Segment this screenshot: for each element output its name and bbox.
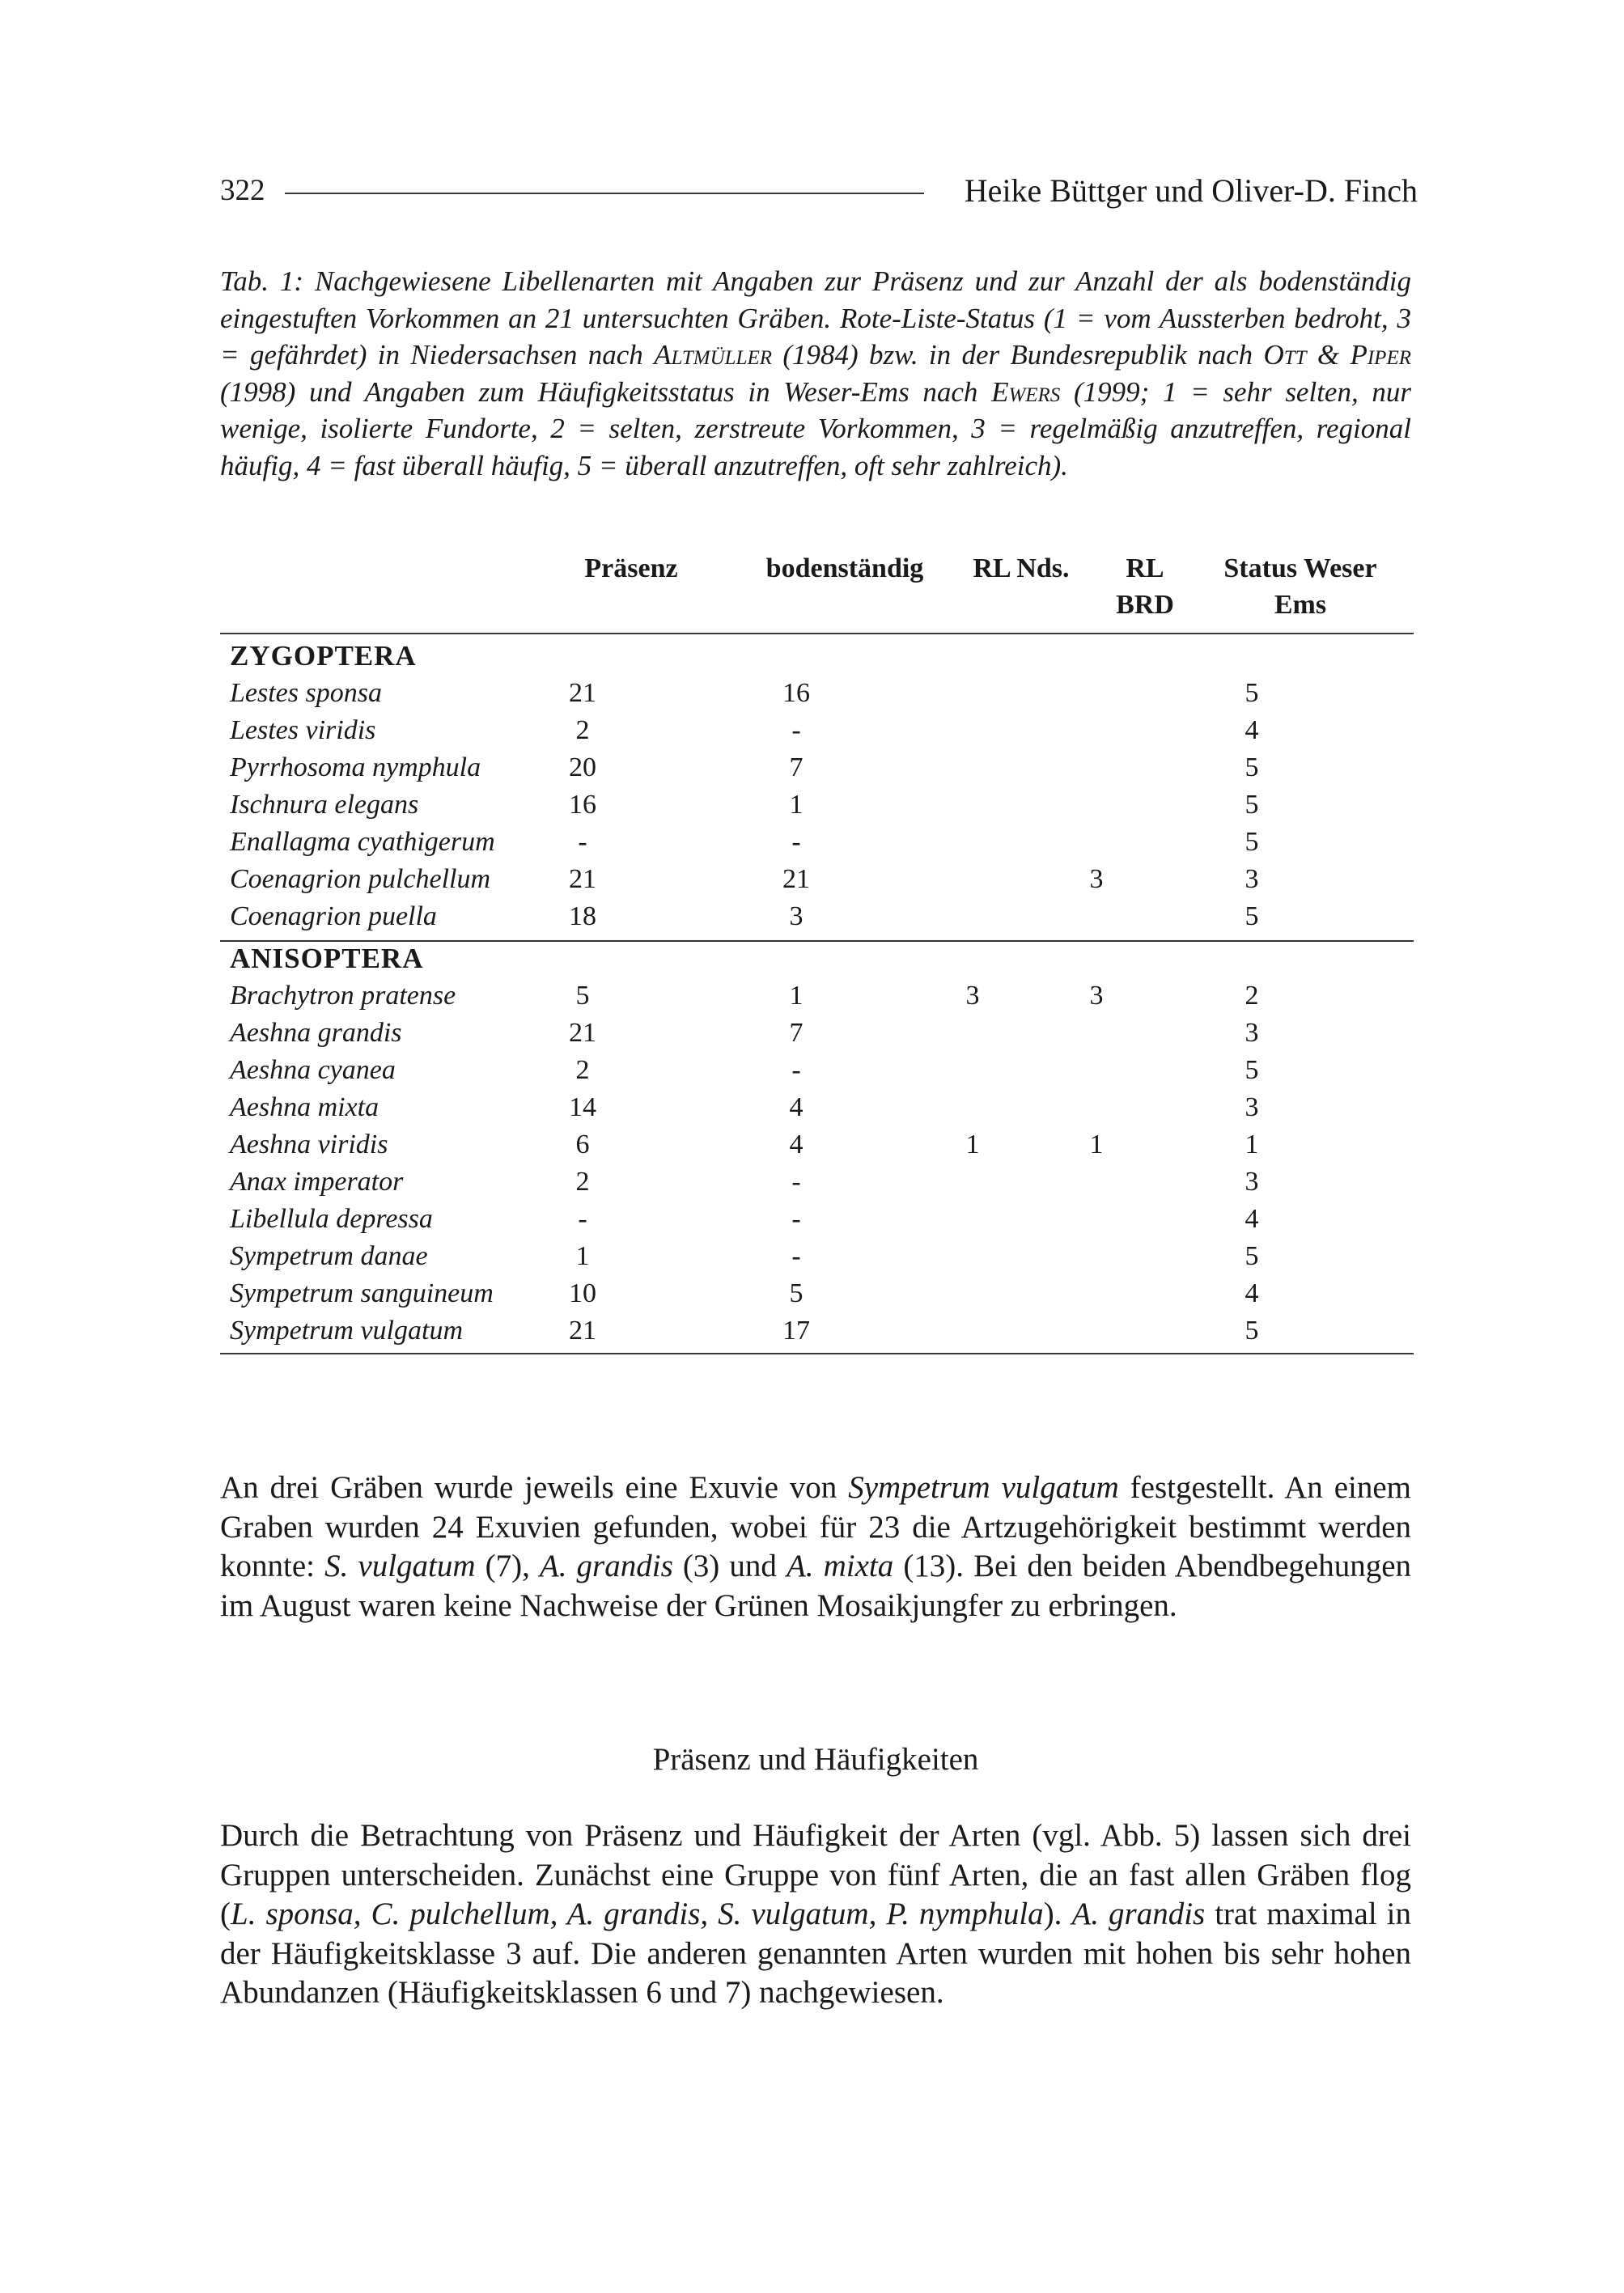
col-header-rl-nds: RL Nds. xyxy=(973,553,1070,583)
table-row xyxy=(220,1163,1414,1201)
table-row xyxy=(220,1275,1414,1312)
cell-praesenz: 21 xyxy=(569,864,596,894)
table-row xyxy=(220,898,1414,935)
header-rule xyxy=(285,193,924,194)
species-name: Pyrrhosoma nymphula xyxy=(230,752,481,782)
group-heading: ANISOPTERA xyxy=(230,943,424,974)
species-name: Aeshna cyanea xyxy=(230,1055,396,1085)
header-rule-bottom xyxy=(220,633,1414,634)
col-header-status-line2: Ems xyxy=(1274,590,1327,620)
cell-praesenz: 5 xyxy=(575,981,590,1011)
cell-praesenz: - xyxy=(578,827,587,857)
cell-bodenstaendig: 4 xyxy=(789,1130,804,1159)
cell-status: 4 xyxy=(1245,1278,1259,1308)
p2-text-1: Durch die Betrachtung von Präsenz und Häufigkeit der Arten (vgl. Abb. 5) lassen sich drei Gruppen unterscheiden. Zunächst eine Gruppe von fünf Arten, die an fast allen Gräben flog ( xyxy=(220,1818,1411,1932)
page-number: 322 xyxy=(220,174,265,207)
table-row xyxy=(220,824,1414,861)
species-name: Lestes sponsa xyxy=(230,678,382,708)
p2-text-3: trat maximal in der Häufigkeitsklasse 3 auf. Die anderen genannten Arten wurden mit hohen bis sehr hohen Abundanzen (Häufigkeitsklassen 6 und 7) nachgewiesen. xyxy=(220,1897,1411,2011)
cell-praesenz: 20 xyxy=(569,752,596,782)
species-table xyxy=(220,550,1414,1375)
cell-praesenz: 14 xyxy=(569,1092,596,1122)
species-name: Sympetrum vulgatum xyxy=(230,1316,464,1346)
species-name: Sympetrum danae xyxy=(230,1241,428,1271)
cell-praesenz: 16 xyxy=(569,790,596,820)
species-name: Aeshna viridis xyxy=(230,1130,388,1159)
table-row xyxy=(220,1052,1414,1089)
table-bottom-rule xyxy=(220,1353,1414,1354)
cell-bodenstaendig: 21 xyxy=(782,864,810,894)
cell-status: 4 xyxy=(1245,715,1259,745)
cell-praesenz: 10 xyxy=(569,1278,596,1308)
p1-text-3: (7), xyxy=(475,1549,540,1584)
table-row xyxy=(220,1126,1414,1163)
cell-status: 5 xyxy=(1245,678,1259,708)
cell-praesenz: 2 xyxy=(575,1167,590,1197)
cell-status: 1 xyxy=(1245,1130,1259,1159)
species-name: Sympetrum sanguineum xyxy=(230,1278,494,1308)
species-name: Ischnura elegans xyxy=(230,790,419,820)
species-name: Aeshna mixta xyxy=(230,1092,379,1122)
cell-bodenstaendig: 1 xyxy=(789,790,804,820)
cell-status: 5 xyxy=(1245,1241,1259,1271)
cell-praesenz: 18 xyxy=(569,901,596,931)
cell-status: 3 xyxy=(1245,1167,1259,1197)
p1-species-4: A. mixta xyxy=(786,1549,894,1584)
species-name: Lestes viridis xyxy=(230,715,376,745)
cell-rl-brd: 3 xyxy=(1089,981,1104,1011)
cell-bodenstaendig: - xyxy=(791,1167,801,1197)
caption-text-2: (1984) bzw. in der Bundesrepublik nach xyxy=(772,339,1264,371)
col-header-praesenz: Präsenz xyxy=(584,553,678,583)
p1-text-5: (13). Bei den beiden Abendbegehungen im August waren keine Nachweise der Grünen Mosaikjungfer zu erbringen. xyxy=(220,1549,1412,1623)
cell-status: 3 xyxy=(1245,1018,1259,1048)
cell-bodenstaendig: 4 xyxy=(789,1092,804,1122)
cell-bodenstaendig: 3 xyxy=(789,901,804,931)
group-heading: ZYGOPTERA xyxy=(230,640,417,672)
table-row xyxy=(220,712,1414,749)
table-caption xyxy=(220,263,1411,485)
p1-text-2: festgestellt. An einem Graben wurden 24 Exuvien gefunden, wobei für 23 die Artzugehörigkeit bestimmt werden konnte: xyxy=(220,1470,1411,1584)
table-row xyxy=(220,749,1414,786)
cell-status: 4 xyxy=(1245,1204,1259,1234)
section-heading: Präsenz und Häufigkeiten xyxy=(652,1742,979,1777)
table-row xyxy=(220,977,1414,1015)
cell-status: 5 xyxy=(1245,901,1259,931)
cell-status: 3 xyxy=(1245,864,1259,894)
caption-author-ott: Ott xyxy=(1263,339,1307,371)
caption-ampersand: & xyxy=(1306,339,1351,371)
table-row xyxy=(220,861,1414,898)
species-name: Brachytron pratense xyxy=(230,981,456,1011)
cell-praesenz: 2 xyxy=(575,715,590,745)
p2-species-list: L. sponsa, C. pulchellum, A. grandis, S. vulgatum, P. nymphula xyxy=(231,1897,1044,1932)
cell-status: 2 xyxy=(1245,981,1259,1011)
cell-rl-brd: 3 xyxy=(1089,864,1104,894)
species-name: Coenagrion pulchellum xyxy=(230,864,491,894)
cell-status: 3 xyxy=(1245,1092,1259,1122)
table-row xyxy=(220,1089,1414,1126)
cell-status: 5 xyxy=(1245,790,1259,820)
cell-praesenz: 21 xyxy=(569,1316,596,1346)
cell-praesenz: 2 xyxy=(575,1055,590,1085)
species-name: Enallagma cyathigerum xyxy=(230,827,495,857)
cell-status: 5 xyxy=(1245,1316,1259,1346)
caption-author-piper: Piper xyxy=(1350,339,1411,371)
cell-bodenstaendig: - xyxy=(791,1055,801,1085)
table-row xyxy=(220,786,1414,824)
col-header-bodenstaendig: bodenständig xyxy=(765,553,924,583)
caption-text-4: (1999; 1 = sehr selten, nur wenige, isolierte Fundorte, 2 = selten, zerstreute Vorkommen, 3 = regelmäßig anzutreffen, regional häufig, 4 = fast überall häufig, 5 = überall anzutreffen, oft sehr zahlreich). xyxy=(220,375,1411,481)
table-row xyxy=(220,675,1414,712)
table-row xyxy=(220,1238,1414,1275)
caption-author-ewers: Ewers xyxy=(991,375,1061,408)
running-head xyxy=(220,167,1418,215)
cell-bodenstaendig: - xyxy=(791,1241,801,1271)
paragraph-praesenz xyxy=(220,1816,1411,2013)
cell-bodenstaendig: 16 xyxy=(782,678,810,708)
caption-author-altmueller: Altmüller xyxy=(654,339,772,371)
p1-text-1: An drei Gräben wurde jeweils eine Exuvie von xyxy=(220,1470,849,1505)
cell-praesenz: 21 xyxy=(569,1018,596,1048)
cell-bodenstaendig: 7 xyxy=(789,1018,804,1048)
col-header-rl-brd-line1: RL xyxy=(1126,553,1164,583)
cell-praesenz: - xyxy=(578,1204,587,1234)
cell-bodenstaendig: - xyxy=(791,1204,801,1234)
table-row xyxy=(220,1201,1414,1238)
p1-species-3: A. grandis xyxy=(539,1549,673,1584)
cell-bodenstaendig: 17 xyxy=(782,1316,810,1346)
species-name: Aeshna grandis xyxy=(230,1018,402,1048)
paragraph-exuvien xyxy=(220,1469,1411,1625)
species-name: Anax imperator xyxy=(230,1167,404,1197)
cell-bodenstaendig: 7 xyxy=(789,752,804,782)
cell-bodenstaendig: 5 xyxy=(789,1278,804,1308)
cell-praesenz: 21 xyxy=(569,678,596,708)
cell-bodenstaendig: - xyxy=(791,827,801,857)
cell-rl-nds: 1 xyxy=(965,1130,980,1159)
caption-text-3: (1998) und Angaben zum Häufigkeitsstatus in Weser-Ems nach xyxy=(220,375,992,408)
cell-status: 5 xyxy=(1245,1055,1259,1085)
cell-praesenz: 1 xyxy=(575,1241,590,1271)
p2-text-2: ). xyxy=(1043,1897,1072,1932)
cell-status: 5 xyxy=(1245,752,1259,782)
table-row xyxy=(220,1312,1414,1350)
cell-bodenstaendig: - xyxy=(791,715,801,745)
p2-species-grandis: A. grandis xyxy=(1071,1897,1206,1932)
col-header-status-line1: Status Weser xyxy=(1223,553,1377,583)
running-head-authors: Heike Büttger und Oliver-D. Finch xyxy=(964,172,1418,209)
species-name: Coenagrion puella xyxy=(230,901,437,931)
caption-text-1: Tab. 1: Nachgewiesene Libellenarten mit Angaben zur Präsenz und zur Anzahl der als bodenständig eingestuften Vorkommen an 21 untersuchten Gräben. Rote-Liste-Status (1 = vom Aussterben bedroht, 3 = gefährdet) in Niedersachsen nach xyxy=(220,265,1411,371)
p1-species-2: S. vulgatum xyxy=(324,1549,476,1584)
cell-praesenz: 6 xyxy=(575,1130,590,1159)
cell-status: 5 xyxy=(1245,827,1259,857)
cell-rl-brd: 1 xyxy=(1089,1130,1104,1159)
p1-text-4: (3) und xyxy=(672,1549,787,1584)
col-header-rl-brd-line2: BRD xyxy=(1116,590,1174,620)
species-name: Libellula depressa xyxy=(230,1204,433,1234)
cell-rl-nds: 3 xyxy=(965,981,980,1011)
table-row xyxy=(220,1015,1414,1052)
p1-species-1: Sympetrum vulgatum xyxy=(848,1470,1119,1505)
cell-bodenstaendig: 1 xyxy=(789,981,804,1011)
